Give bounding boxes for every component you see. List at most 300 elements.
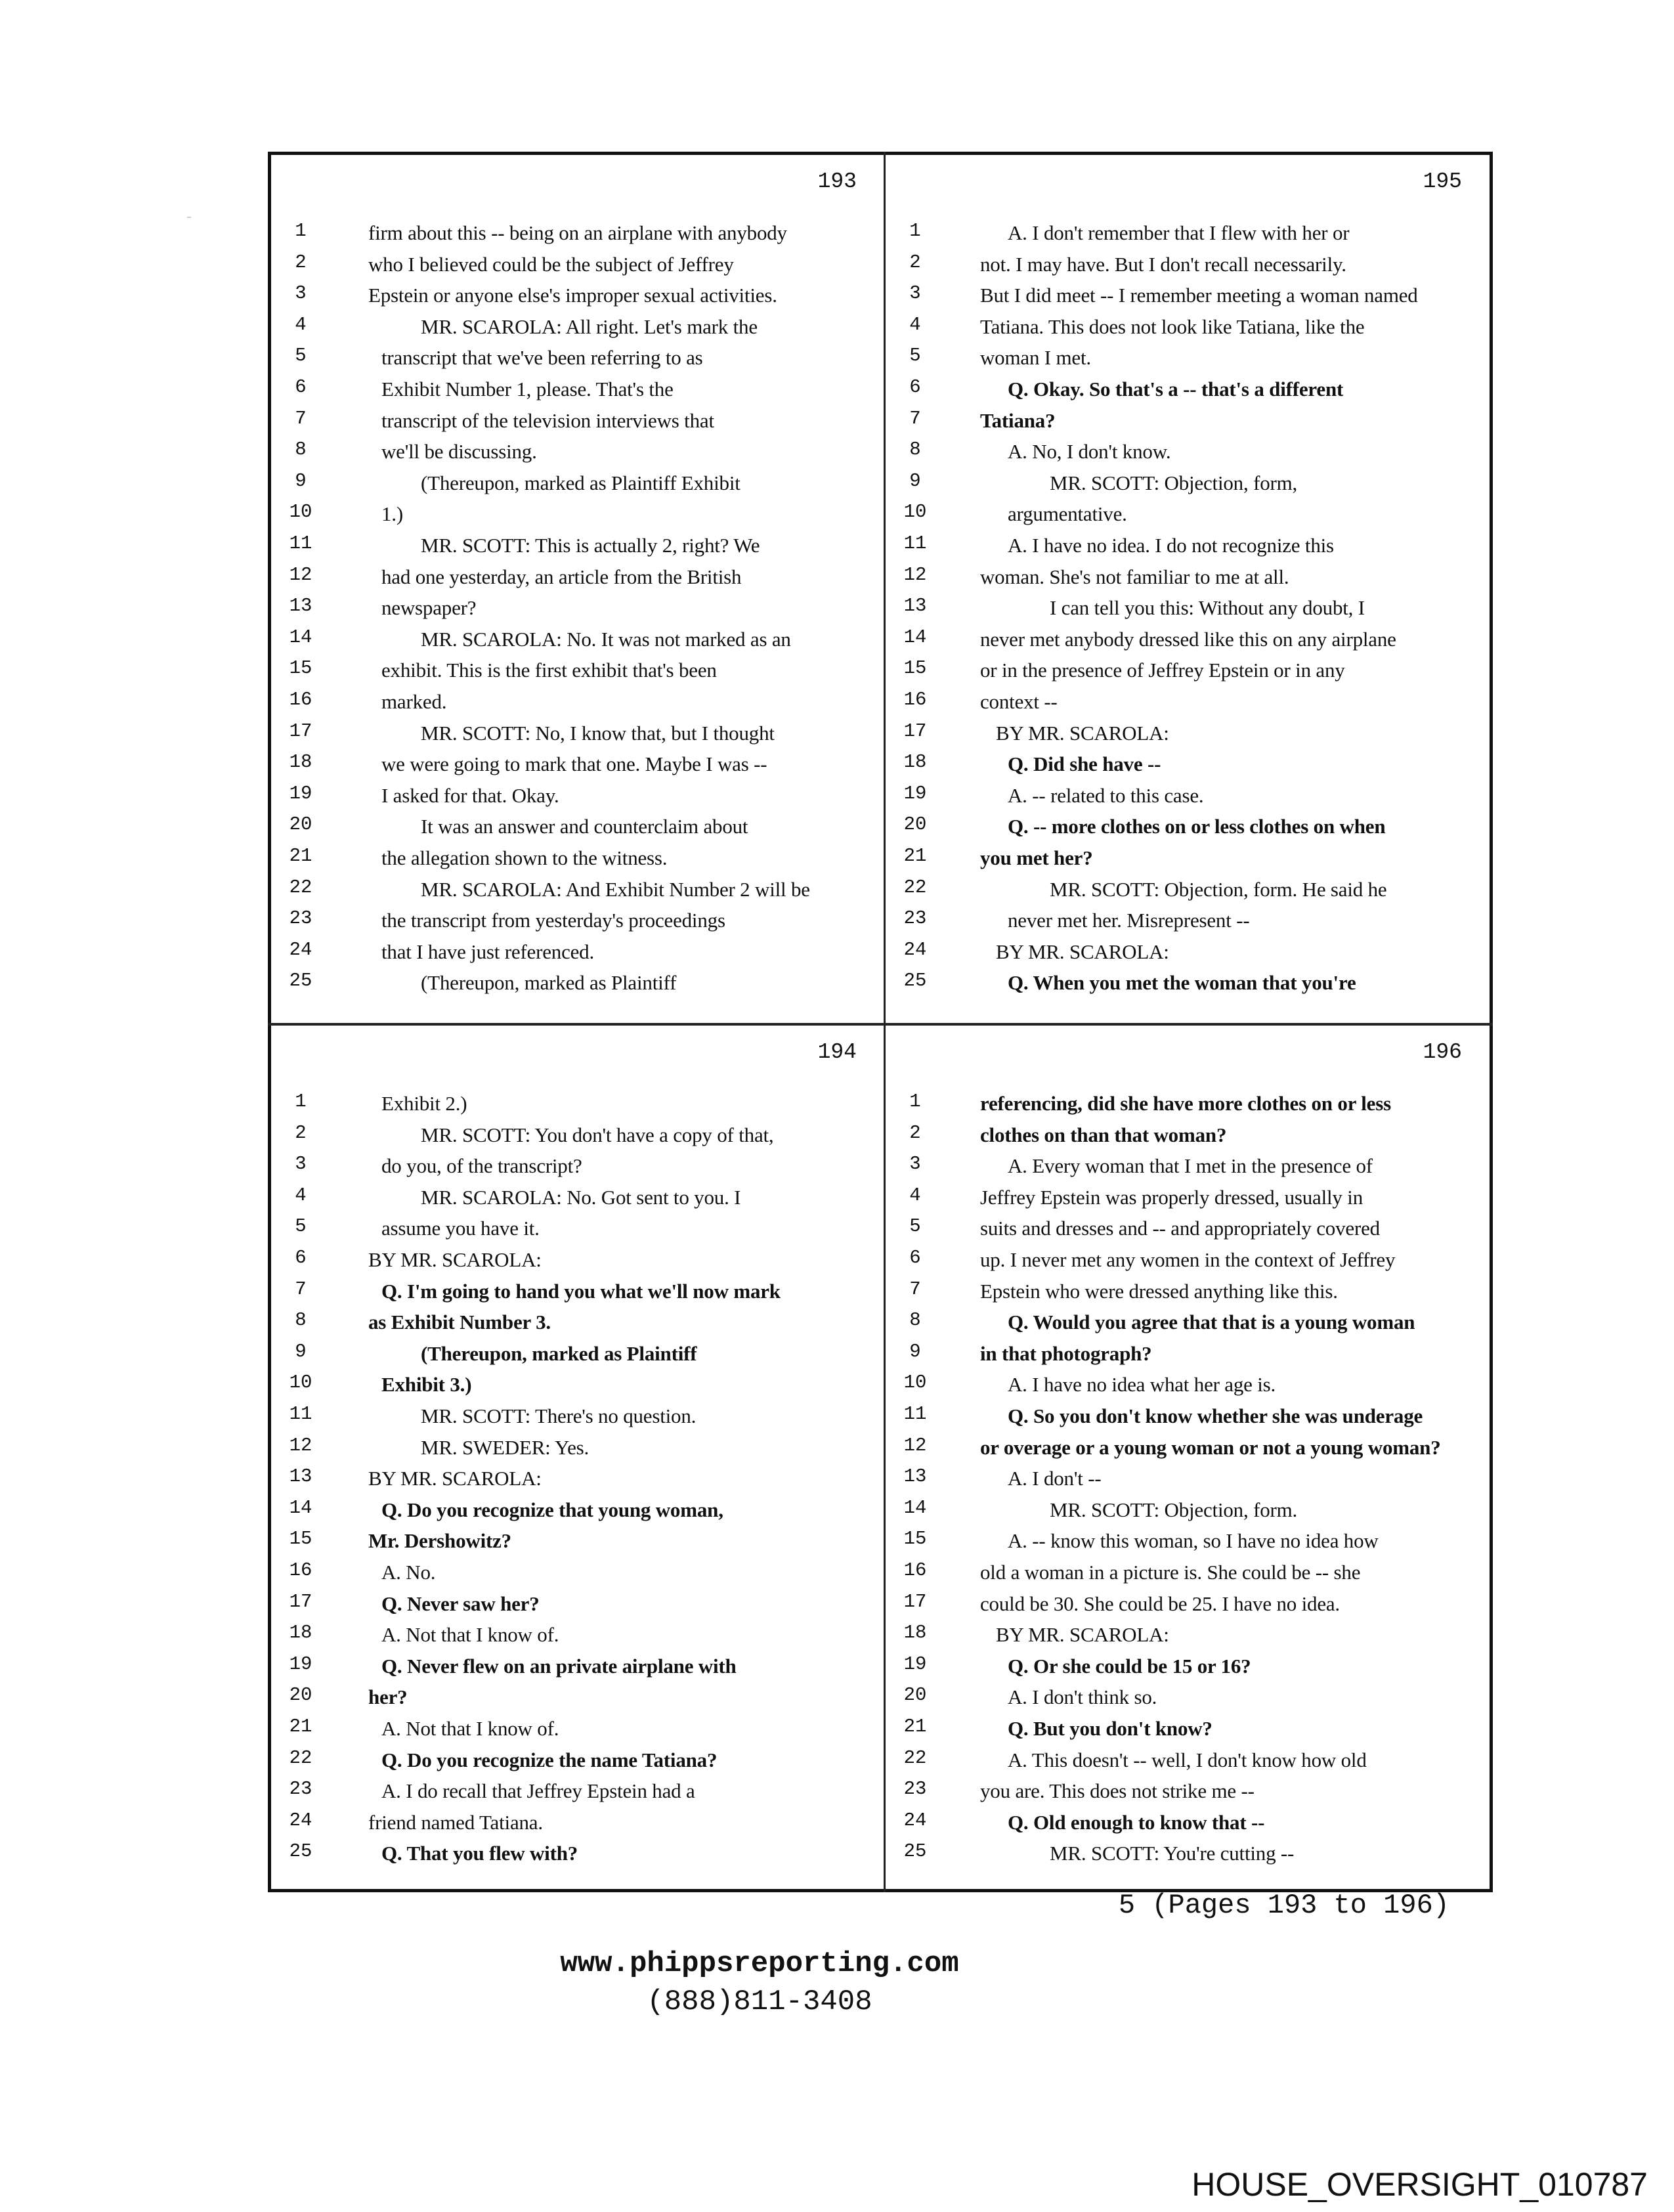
transcript-line [886, 406, 1496, 438]
line-number: 12 [903, 1434, 927, 1456]
line-number: 23 [903, 1778, 927, 1800]
line-text: Q. So you don't know whether she was underage [1008, 1404, 1423, 1427]
line-text: old a woman in a picture is. She could be -- she [980, 1561, 1361, 1584]
transcript-line [271, 1558, 882, 1590]
transcript-line [886, 1089, 1496, 1121]
line-number: 12 [289, 563, 312, 586]
line-text: A. I don't remember that I flew with her or [1008, 221, 1350, 244]
line-number: 12 [903, 563, 927, 586]
line-number: 13 [289, 595, 312, 617]
line-number: 11 [903, 532, 927, 554]
line-text: A. -- related to this case. [1008, 783, 1204, 807]
transcript-line [886, 1183, 1496, 1215]
transcript-line [886, 250, 1496, 282]
line-number: 10 [903, 1372, 927, 1394]
line-number: 5 [909, 345, 921, 367]
line-number: 4 [909, 1184, 921, 1206]
line-text: MR. SCOTT: You don't have a copy of that, [421, 1123, 774, 1146]
transcript-line [271, 1527, 882, 1558]
line-text: Tatiana? [980, 408, 1056, 432]
line-text: in that photograph? [980, 1341, 1152, 1365]
transcript-line [886, 1527, 1496, 1558]
line-number: 8 [295, 1309, 307, 1332]
footer-page-range: 5 (Pages 193 to 196) [1118, 1890, 1449, 1921]
transcript-line [886, 1121, 1496, 1152]
line-number: 7 [295, 1278, 307, 1300]
line-text: MR. SCOTT: Objection, form. He said he [1050, 877, 1387, 901]
line-text: or overage or a young woman or not a young woman? [980, 1435, 1441, 1459]
line-number: 6 [295, 1247, 307, 1269]
transcript-line [886, 1683, 1496, 1714]
line-text: A. -- know this woman, so I have no idea how [1008, 1529, 1379, 1553]
line-number: 6 [909, 1247, 921, 1269]
transcript-line [886, 343, 1496, 375]
transcript-line [271, 968, 882, 1000]
line-number: 1 [909, 220, 921, 242]
transcript-line [271, 1152, 882, 1183]
transcript-line [886, 313, 1496, 344]
line-text: A. I don't -- [1008, 1467, 1102, 1490]
transcript-line [271, 375, 882, 406]
transcript-line [886, 469, 1496, 500]
line-text: Q. But you don't know? [1008, 1717, 1213, 1740]
line-number: 11 [289, 532, 312, 554]
transcript-line [271, 1183, 882, 1215]
transcript-line [271, 531, 882, 563]
transcript-page-193 [271, 155, 882, 1022]
transcript-line [886, 844, 1496, 875]
line-text: MR. SCOTT: You're cutting -- [1050, 1842, 1295, 1865]
transcript-line [886, 812, 1496, 844]
transcript-line [886, 1152, 1496, 1183]
line-number: 18 [903, 1622, 927, 1644]
line-number: 21 [903, 1716, 927, 1737]
transcript-line [886, 1496, 1496, 1527]
line-number: 12 [289, 1434, 312, 1456]
bates-number: HOUSE_OVERSIGHT_010787 [1191, 2166, 1648, 2203]
line-text: Jeffrey Epstein was properly dressed, usually in [980, 1185, 1363, 1209]
transcript-line [271, 437, 882, 469]
transcript-line [886, 375, 1496, 406]
line-text: MR. SCAROLA: No. It was not marked as an [421, 627, 791, 651]
line-number: 18 [903, 751, 927, 773]
transcript-line [271, 313, 882, 344]
line-number: 14 [289, 626, 312, 648]
transcript-line [271, 1464, 882, 1496]
transcript-line [886, 563, 1496, 594]
line-text: newspaper? [381, 596, 477, 620]
line-text: Q. Did she have -- [1008, 752, 1161, 776]
transcript-line [271, 687, 882, 719]
line-number: 3 [295, 282, 307, 305]
line-number: 1 [295, 1091, 307, 1112]
transcript-line [271, 656, 882, 687]
line-number: 3 [295, 1153, 307, 1175]
line-text: MR. SCAROLA: And Exhibit Number 2 will be [421, 877, 810, 901]
transcript-line [886, 1339, 1496, 1371]
line-number: 5 [295, 1215, 307, 1238]
transcript-line [271, 500, 882, 531]
line-text: Q. That you flew with? [381, 1842, 578, 1865]
line-text: context -- [980, 690, 1058, 713]
line-number: 21 [903, 845, 927, 867]
line-number: 13 [289, 1465, 312, 1488]
line-number: 2 [295, 1121, 307, 1144]
line-text: woman. She's not familiar to me at all. [980, 565, 1289, 588]
line-text: A. I have no idea. I do not recognize this [1008, 534, 1334, 557]
transcript-line [271, 343, 882, 375]
transcript-line [886, 1620, 1496, 1652]
transcript-line [886, 1308, 1496, 1339]
line-text: Epstein who were dressed anything like this. [980, 1279, 1338, 1303]
line-text: could be 30. She could be 25. I have no idea. [980, 1592, 1340, 1615]
transcript-line [886, 1839, 1496, 1871]
line-text: Q. I'm going to hand you what we'll now mark [381, 1279, 781, 1303]
line-text: MR. SCOTT: Objection, form, [1050, 471, 1298, 494]
line-number: 17 [903, 720, 927, 742]
transcript-page-196 [886, 1026, 1496, 1892]
transcript-line [886, 1402, 1496, 1433]
line-number: 8 [909, 439, 921, 461]
line-number: 23 [903, 907, 927, 930]
line-number: 15 [903, 657, 927, 680]
line-text: Q. Okay. So that's a -- that's a different [1008, 378, 1344, 401]
line-number: 16 [289, 1559, 312, 1581]
line-number: 20 [289, 813, 312, 836]
line-text: Q. Or she could be 15 or 16? [1008, 1654, 1251, 1678]
line-number: 10 [903, 501, 927, 523]
line-text: But I did meet -- I remember meeting a woman named [980, 284, 1418, 307]
line-text: Q. When you met the woman that you're [1008, 971, 1356, 995]
line-text: you met her? [980, 846, 1093, 869]
line-text: had one yesterday, an article from the British [381, 565, 742, 588]
line-number: 19 [289, 1653, 312, 1675]
line-text: A. Not that I know of. [381, 1623, 559, 1647]
transcript-line [886, 1590, 1496, 1621]
line-number: 17 [903, 1590, 927, 1613]
line-text: A. I do recall that Jeffrey Epstein had a [381, 1779, 695, 1803]
page-number: 194 [817, 1040, 857, 1064]
transcript-line [886, 594, 1496, 625]
line-number: 16 [289, 689, 312, 710]
line-text: transcript that we've been referring to as [381, 346, 703, 370]
transcript-line [271, 1777, 882, 1808]
transcript-line [886, 1214, 1496, 1246]
transcript-line [886, 687, 1496, 719]
line-number: 16 [903, 689, 927, 710]
line-text: Exhibit Number 1, please. That's the [381, 378, 674, 401]
transcript-line [271, 563, 882, 594]
transcript-line [271, 1121, 882, 1152]
line-number: 18 [289, 1622, 312, 1644]
transcript-line [886, 625, 1496, 657]
transcript-line [271, 594, 882, 625]
transcript-line [886, 281, 1496, 313]
line-number: 15 [289, 657, 312, 680]
line-number: 20 [289, 1684, 312, 1706]
transcript-line [886, 437, 1496, 469]
line-number: 11 [289, 1403, 312, 1425]
line-text: as Exhibit Number 3. [368, 1311, 551, 1334]
line-number: 22 [903, 1746, 927, 1769]
transcript-line [886, 875, 1496, 907]
line-text: up. I never met any women in the context of Jeffrey [980, 1248, 1396, 1271]
line-text: never met her. Misrepresent -- [1008, 909, 1250, 932]
line-text: Q. Do you recognize the name Tatiana? [381, 1748, 718, 1771]
line-number: 3 [909, 1153, 921, 1175]
line-number: 9 [909, 469, 921, 492]
line-text: MR. SCOTT: Objection, form. [1050, 1498, 1298, 1521]
line-text: not. I may have. But I don't recall necessarily. [980, 252, 1346, 276]
line-text: BY MR. SCAROLA: [368, 1248, 542, 1271]
transcript-line [271, 469, 882, 500]
transcript-line [886, 1433, 1496, 1465]
line-text: referencing, did she have more clothes on or less [980, 1092, 1391, 1115]
line-number: 22 [903, 876, 927, 898]
transcript-line [271, 625, 882, 657]
line-number: 10 [289, 1372, 312, 1394]
transcript-line [271, 1277, 882, 1309]
transcript-line [271, 938, 882, 969]
transcript-line [886, 1277, 1496, 1309]
line-number: 1 [909, 1091, 921, 1112]
transcript-page-194 [271, 1026, 882, 1892]
transcript-line [271, 1496, 882, 1527]
transcript-line [886, 656, 1496, 687]
line-number: 22 [289, 876, 312, 898]
line-text: MR. SCOTT: This is actually 2, right? We [421, 534, 760, 557]
transcript-line [271, 1714, 882, 1746]
line-number: 21 [289, 1716, 312, 1737]
line-text: 1.) [381, 502, 403, 526]
footer-phone: (888)811-3408 [647, 1985, 872, 2018]
line-text: we were going to mark that one. Maybe I was -- [381, 752, 767, 776]
line-text: MR. SWEDER: Yes. [421, 1435, 590, 1459]
line-number: 7 [909, 407, 921, 429]
line-text: her? [368, 1685, 408, 1709]
transcript-line [271, 844, 882, 875]
line-number: 20 [903, 1684, 927, 1706]
transcript-line [886, 938, 1496, 969]
transcript-line [271, 1652, 882, 1683]
line-text: firm about this -- being on an airplane with anybody [368, 221, 787, 244]
line-number: 8 [909, 1309, 921, 1332]
transcript-line [271, 1746, 882, 1777]
line-text: clothes on than that woman? [980, 1123, 1227, 1146]
transcript-line [271, 1808, 882, 1840]
line-text: exhibit. This is the first exhibit that's been [381, 659, 717, 682]
transcript-line [886, 531, 1496, 563]
transcript-line [271, 1683, 882, 1714]
line-number: 25 [289, 970, 312, 992]
line-text: BY MR. SCAROLA: [996, 721, 1169, 745]
line-number: 23 [289, 1778, 312, 1800]
scan-mark [187, 217, 191, 218]
transcript-line [271, 781, 882, 813]
line-text: never met anybody dressed like this on any airplane [980, 627, 1396, 651]
transcript-line [271, 875, 882, 907]
line-number: 21 [289, 845, 312, 867]
line-text: (Thereupon, marked as Plaintiff [421, 1341, 697, 1365]
line-number: 5 [295, 345, 307, 367]
line-number: 2 [909, 1121, 921, 1144]
page-number: 196 [1423, 1040, 1462, 1064]
line-number: 17 [289, 1590, 312, 1613]
line-text: Q. Old enough to know that -- [1008, 1810, 1265, 1834]
transcript-line [271, 1839, 882, 1871]
transcript-line [271, 281, 882, 313]
line-number: 2 [909, 251, 921, 273]
line-text: or in the presence of Jeffrey Epstein or in any [980, 659, 1345, 682]
line-text: Q. Do you recognize that young woman, [381, 1498, 723, 1521]
line-text: (Thereupon, marked as Plaintiff Exhibit [421, 471, 740, 494]
line-number: 4 [295, 1184, 307, 1206]
line-text: I can tell you this: Without any doubt, I [1050, 596, 1365, 620]
line-number: 7 [909, 1278, 921, 1300]
transcript-line [886, 1558, 1496, 1590]
line-text: Q. Never saw her? [381, 1592, 540, 1615]
transcript-line [886, 781, 1496, 813]
line-number: 14 [903, 1496, 927, 1519]
line-text: I asked for that. Okay. [381, 783, 559, 807]
transcript-line [886, 1777, 1496, 1808]
line-text: Exhibit 3.) [381, 1373, 472, 1397]
line-text: A. Every woman that I met in the presence of [1008, 1154, 1373, 1178]
transcript-line [271, 250, 882, 282]
line-number: 24 [903, 1809, 927, 1831]
transcript-line [886, 1746, 1496, 1777]
line-number: 19 [903, 782, 927, 804]
transcript-line [886, 219, 1496, 250]
transcript-line [886, 1714, 1496, 1746]
line-text: woman I met. [980, 346, 1091, 370]
transcript-line [886, 1808, 1496, 1840]
line-number: 13 [903, 595, 927, 617]
line-text: suits and dresses and -- and appropriately covered [980, 1217, 1380, 1240]
line-text: Q. Never flew on an private airplane with [381, 1654, 737, 1678]
line-text: A. No. [381, 1561, 436, 1584]
line-text: A. Not that I know of. [381, 1717, 559, 1740]
line-number: 19 [289, 782, 312, 804]
line-number: 1 [295, 220, 307, 242]
footer-website: www.phippsreporting.com [560, 1947, 959, 1980]
transcript-line [886, 500, 1496, 531]
line-number: 25 [903, 1840, 927, 1863]
line-text: Q. Would you agree that that is a young woman [1008, 1311, 1415, 1334]
line-text: Q. -- more clothes on or less clothes on when [1008, 815, 1386, 838]
transcript-line [271, 1620, 882, 1652]
line-text: Tatiana. This does not look like Tatiana, like the [980, 314, 1365, 338]
line-text: assume you have it. [381, 1217, 540, 1240]
line-number: 24 [289, 1809, 312, 1831]
transcript-line [271, 906, 882, 938]
line-number: 9 [295, 1340, 307, 1362]
line-number: 18 [289, 751, 312, 773]
line-text: Epstein or anyone else's improper sexual activities. [368, 284, 777, 307]
line-text: who I believed could be the subject of Jeffrey [368, 252, 734, 276]
line-number: 15 [903, 1528, 927, 1550]
line-number: 22 [289, 1746, 312, 1769]
line-number: 2 [295, 251, 307, 273]
transcript-line [886, 906, 1496, 938]
line-text: the transcript from yesterday's proceedings [381, 909, 725, 932]
line-number: 14 [903, 626, 927, 648]
line-text: A. I don't think so. [1008, 1685, 1157, 1709]
page-number: 195 [1423, 169, 1462, 194]
line-number: 19 [903, 1653, 927, 1675]
line-text: argumentative. [1008, 502, 1127, 526]
transcript-line [271, 1590, 882, 1621]
line-text: (Thereupon, marked as Plaintiff [421, 971, 677, 995]
line-number: 5 [909, 1215, 921, 1238]
transcript-line [271, 1370, 882, 1402]
line-number: 16 [903, 1559, 927, 1581]
line-text: do you, of the transcript? [381, 1154, 582, 1178]
transcript-line [886, 750, 1496, 781]
transcript-line [271, 406, 882, 438]
line-number: 3 [909, 282, 921, 305]
line-text: that I have just referenced. [381, 940, 595, 963]
line-number: 15 [289, 1528, 312, 1550]
line-number: 8 [295, 439, 307, 461]
transcript-line [271, 750, 882, 781]
line-number: 17 [289, 720, 312, 742]
line-number: 23 [289, 907, 312, 930]
line-number: 11 [903, 1403, 927, 1425]
transcript-line [271, 1402, 882, 1433]
line-text: transcript of the television interviews that [381, 408, 714, 432]
line-number: 4 [295, 313, 307, 336]
line-text: BY MR. SCAROLA: [996, 1623, 1169, 1647]
line-text: A. No, I don't know. [1008, 440, 1171, 464]
transcript-line [271, 1214, 882, 1246]
line-number: 24 [289, 938, 312, 961]
line-text: MR. SCAROLA: All right. Let's mark the [421, 314, 758, 338]
transcript-line [886, 1464, 1496, 1496]
line-text: we'll be discussing. [381, 440, 537, 464]
line-text: friend named Tatiana. [368, 1810, 543, 1834]
line-number: 20 [903, 813, 927, 836]
line-number: 25 [903, 970, 927, 992]
transcript-line [886, 719, 1496, 750]
line-text: you are. This does not strike me -- [980, 1779, 1255, 1803]
line-number: 24 [903, 938, 927, 961]
line-text: Exhibit 2.) [381, 1092, 467, 1115]
line-text: BY MR. SCAROLA: [368, 1467, 542, 1490]
line-text: It was an answer and counterclaim about [421, 815, 748, 838]
line-text: MR. SCAROLA: No. Got sent to you. I [421, 1185, 741, 1209]
transcript-line [271, 812, 882, 844]
line-number: 13 [903, 1465, 927, 1488]
transcript-line [271, 1433, 882, 1465]
line-number: 9 [295, 469, 307, 492]
line-text: A. I have no idea what her age is. [1008, 1373, 1276, 1397]
transcript-line [886, 1246, 1496, 1277]
transcript-line [886, 1370, 1496, 1402]
line-text: BY MR. SCAROLA: [996, 940, 1169, 963]
line-number: 6 [295, 376, 307, 398]
line-text: MR. SCOTT: No, I know that, but I thought [421, 721, 775, 745]
page-number: 193 [817, 169, 857, 194]
line-text: A. This doesn't -- well, I don't know how old [1008, 1748, 1367, 1771]
line-number: 14 [289, 1496, 312, 1519]
transcript-line [271, 1308, 882, 1339]
line-number: 6 [909, 376, 921, 398]
transcript-page-195 [886, 155, 1496, 1022]
line-number: 4 [909, 313, 921, 336]
line-number: 7 [295, 407, 307, 429]
transcript-line [886, 968, 1496, 1000]
